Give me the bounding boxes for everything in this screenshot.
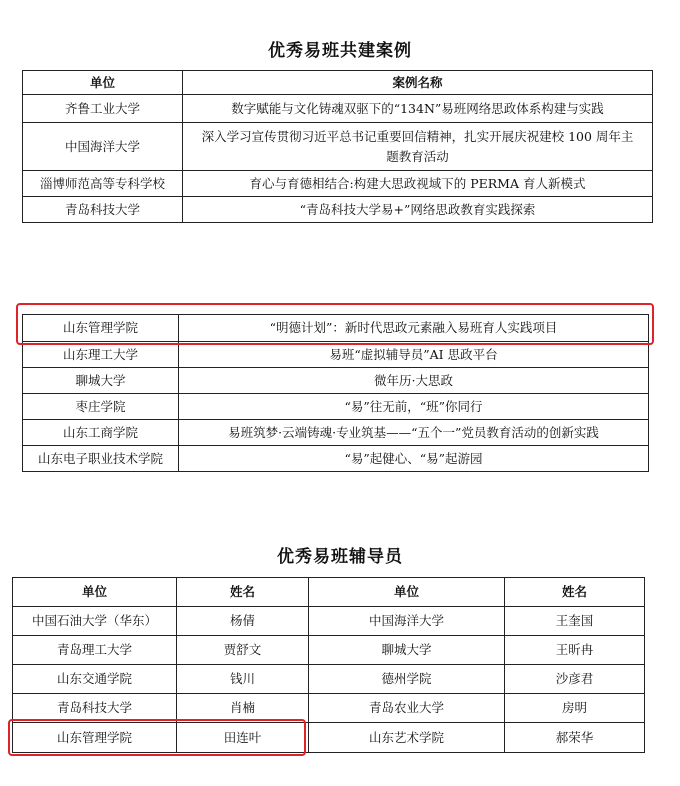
cell-case: “易”往无前，“班”你同行 bbox=[179, 394, 649, 420]
cell-name: 郝荣华 bbox=[505, 723, 645, 753]
cell-case: “明德计划”：新时代思政元素融入易班育人实践项目 bbox=[179, 315, 649, 342]
table-row bbox=[23, 197, 653, 223]
cell-unit: 山东管理学院 bbox=[23, 315, 179, 342]
section-title-cases: 优秀易班共建案例 bbox=[268, 41, 412, 61]
table-row bbox=[23, 368, 649, 394]
header-case-name: 案例名称 bbox=[183, 71, 653, 95]
cases-table-continued bbox=[22, 314, 649, 472]
table-row bbox=[13, 694, 645, 723]
table-row bbox=[23, 342, 649, 368]
cell-name: 贾舒文 bbox=[177, 636, 309, 665]
table-row bbox=[23, 446, 649, 472]
header-unit: 单位 bbox=[13, 578, 177, 607]
cell-unit: 山东电子职业技术学院 bbox=[23, 446, 179, 472]
cell-name: 房明 bbox=[505, 694, 645, 723]
cell-name: 钱川 bbox=[177, 665, 309, 694]
header-unit: 单位 bbox=[309, 578, 505, 607]
cell-case: 数字赋能与文化铸魂双驱下的“134N”易班网络思政体系构建与实践 bbox=[183, 95, 653, 123]
cell-case: 易班“虚拟辅导员”AI 思政平台 bbox=[179, 342, 649, 368]
table-row bbox=[23, 315, 649, 342]
table-row bbox=[13, 723, 645, 753]
table-row bbox=[23, 171, 653, 197]
cell-unit: 齐鲁工业大学 bbox=[23, 95, 183, 123]
cell-unit: 中国海洋大学 bbox=[23, 123, 183, 171]
cell-unit: 青岛农业大学 bbox=[309, 694, 505, 723]
cell-unit: 山东工商学院 bbox=[23, 420, 179, 446]
cell-name: 杨倩 bbox=[177, 607, 309, 636]
cell-case: 深入学习宣传贯彻习近平总书记重要回信精神，扎实开展庆祝建校 100 周年主题教育活动 bbox=[183, 123, 653, 171]
cell-case: 易班筑梦·云端铸魂·专业筑基——“五个一”党员教育活动的创新实践 bbox=[179, 420, 649, 446]
table-row bbox=[13, 636, 645, 665]
table-row bbox=[13, 607, 645, 636]
cell-name: 王奎国 bbox=[505, 607, 645, 636]
cell-unit: 聊城大学 bbox=[23, 368, 179, 394]
cell-unit: 中国石油大学（华东） bbox=[13, 607, 177, 636]
table-header-row bbox=[23, 71, 653, 95]
cell-unit: 山东理工大学 bbox=[23, 342, 179, 368]
cell-unit: 枣庄学院 bbox=[23, 394, 179, 420]
table-row bbox=[23, 420, 649, 446]
section-title-counselors: 优秀易班辅导员 bbox=[277, 547, 403, 567]
cell-name: 田连叶 bbox=[177, 723, 309, 753]
table-header-row bbox=[13, 578, 645, 607]
cell-unit: 青岛理工大学 bbox=[13, 636, 177, 665]
cell-case: “易”起健心、“易”起游园 bbox=[179, 446, 649, 472]
cell-unit: 青岛科技大学 bbox=[23, 197, 183, 223]
counselors-table bbox=[12, 577, 645, 753]
cell-name: 肖楠 bbox=[177, 694, 309, 723]
cell-case: 育心与育德相结合:构建大思政视域下的 PERMA 育人新模式 bbox=[183, 171, 653, 197]
cases-table bbox=[22, 70, 653, 223]
table-row bbox=[23, 394, 649, 420]
cell-unit: 山东交通学院 bbox=[13, 665, 177, 694]
cell-case: 微年历·大思政 bbox=[179, 368, 649, 394]
cell-unit: 山东管理学院 bbox=[13, 723, 177, 753]
header-name: 姓名 bbox=[505, 578, 645, 607]
cell-unit: 青岛科技大学 bbox=[13, 694, 177, 723]
cell-unit: 中国海洋大学 bbox=[309, 607, 505, 636]
header-unit: 单位 bbox=[23, 71, 183, 95]
cell-name: 王昕冉 bbox=[505, 636, 645, 665]
cell-unit: 淄博师范高等专科学校 bbox=[23, 171, 183, 197]
table-row bbox=[23, 95, 653, 123]
cell-name: 沙彦君 bbox=[505, 665, 645, 694]
cell-unit: 德州学院 bbox=[309, 665, 505, 694]
cell-case: “青岛科技大学易+”网络思政教育实践探索 bbox=[183, 197, 653, 223]
table-row bbox=[13, 665, 645, 694]
cell-unit: 聊城大学 bbox=[309, 636, 505, 665]
header-name: 姓名 bbox=[177, 578, 309, 607]
cell-unit: 山东艺术学院 bbox=[309, 723, 505, 753]
table-row bbox=[23, 123, 653, 171]
